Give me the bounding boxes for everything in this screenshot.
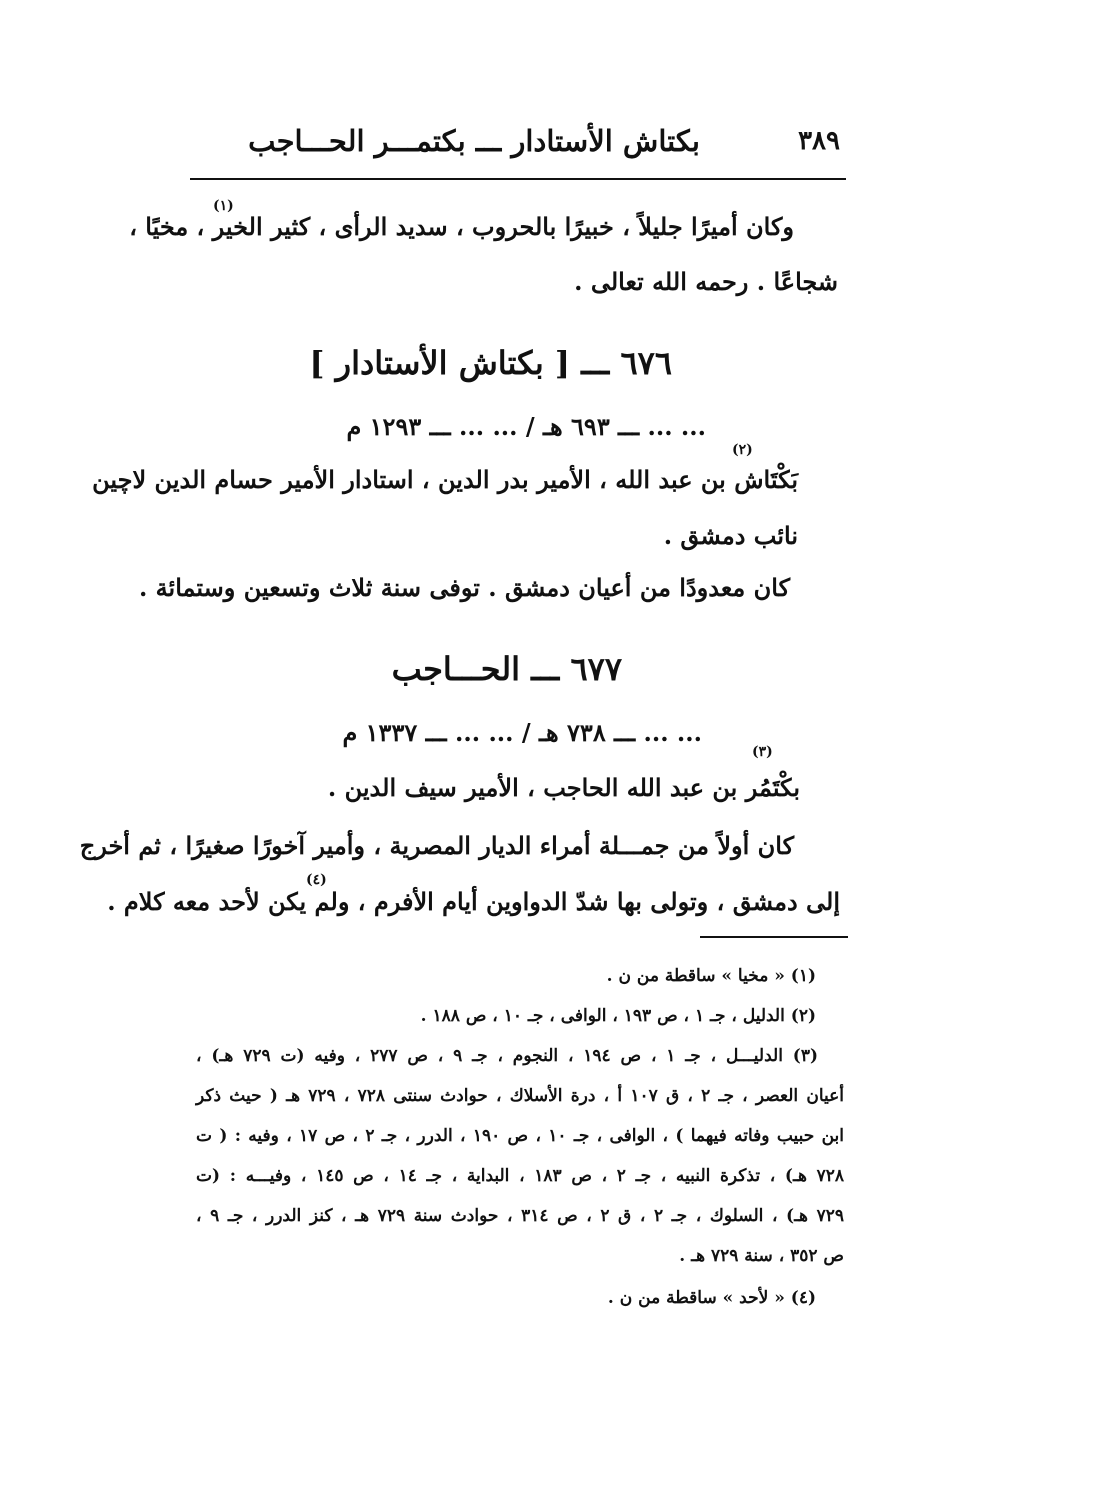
footnote-ref-3: (٣): [752, 744, 773, 760]
entry-676-heading: ٦٧٦ ـــ [ بكتاش الأستادار ]: [309, 344, 672, 382]
continuation-line-2: شجاعًا . رحمه الله تعالى .: [574, 267, 838, 296]
entry-677-dates: ... ... ـــ ٧٣٨ هـ / ... ... ـــ ١٣٣٧ م: [342, 718, 702, 747]
footnote-3-line-4: ٧٢٨ هـ) ، تذكرة النبيه ، جـ ٢ ، ص ١٨٣ ، البداية ، جـ ١٤ ، ص ١٤٥ ، وفيـــه : (ت: [196, 1166, 844, 1186]
entry-676-line-2: نائب دمشق .: [663, 521, 798, 550]
footnote-rule: [700, 936, 848, 938]
footnote-ref-4: (٤): [306, 872, 327, 888]
entry-677-line-3: إلى دمشق ، وتولى بها شدّ الدواوين أيام الأفرم ، ولم يكن لأحد معه كلام .: [107, 887, 840, 916]
footnote-3-line-3: ابن حبيب وفاته فيهما ) ، الوافى ، جـ ١٠ ، ص ١٩٠ ، الدرر ، جـ ٢ ، ص ١٧ ، وفيه : ( ت: [196, 1126, 845, 1146]
continuation-line-1: وكان أميرًا جليلاً ، خبيرًا بالحروب ، سديد الرأى ، كثير الخير ، مخيًا ،: [129, 212, 794, 241]
entry-676-dates: ... ... ـــ ٦٩٣ هـ / ... ... ـــ ١٢٩٣ م: [346, 412, 706, 441]
running-title: بكتاش الأستادار ـــ بكتمـــر الحـــاجب: [248, 124, 700, 158]
entry-677-heading: ٦٧٧ ـــ الحـــاجب: [391, 650, 622, 688]
entry-676-line-1: بَكْتَاش بن عبد الله ، الأمير بدر الدين ، استادار الأمير حسام الدين لاچين: [92, 465, 798, 494]
entry-677-line-1: بكْتَمُر بن عبد الله الحاجب ، الأمير سيف الدين .: [327, 773, 800, 802]
header-rule: [190, 178, 846, 180]
page-number: ٣٨٩: [798, 126, 840, 156]
footnote-ref-2: (٢): [732, 442, 753, 458]
footnote-4: (٤) « لأحد » ساقطة من ن .: [607, 1288, 816, 1308]
footnote-3-line-1: (٣) الدليـــل ، جـ ١ ، ص ١٩٤ ، النجوم ، جـ ٩ ، ص ٢٧٧ ، وفيه (ت ٧٢٩ هـ) ،: [196, 1046, 818, 1066]
running-header: [190, 118, 846, 178]
footnote-2: (٢) الدليل ، جـ ١ ، ص ١٩٣ ، الوافى ، جـ ١٠ ، ص ١٨٨ .: [420, 1006, 816, 1026]
entry-677-line-2: كان أولاً من جمـــلة أمراء الديار المصرية ، وأمير آخورًا صغيرًا ، ثم أخرج: [79, 831, 794, 860]
footnote-3-line-5: ٧٢٩ هـ) ، السلوك ، جـ ٢ ، ق ٢ ، ص ٣١٤ ، حوادث سنة ٧٢٩ هـ ، كنز الدرر ، جـ ٩ ،: [196, 1206, 845, 1226]
footnote-3-line-2: أعيان العصر ، جـ ٢ ، ق ١٠٧ أ ، درة الأسلاك ، حوادث سنتى ٧٢٨ ، ٧٢٩ هـ ( حيث ذكر: [196, 1086, 845, 1106]
footnote-3-line-6: ص ٣٥٢ ، سنة ٧٢٩ هـ .: [679, 1246, 844, 1266]
footnote-ref-1: (١): [213, 198, 234, 214]
footnote-1: (١) « مخيا » ساقطة من ن .: [606, 966, 816, 986]
entry-676-line-3: كان معدودًا من أعيان دمشق . توفى سنة ثلاث وتسعين وستمائة .: [138, 573, 790, 602]
